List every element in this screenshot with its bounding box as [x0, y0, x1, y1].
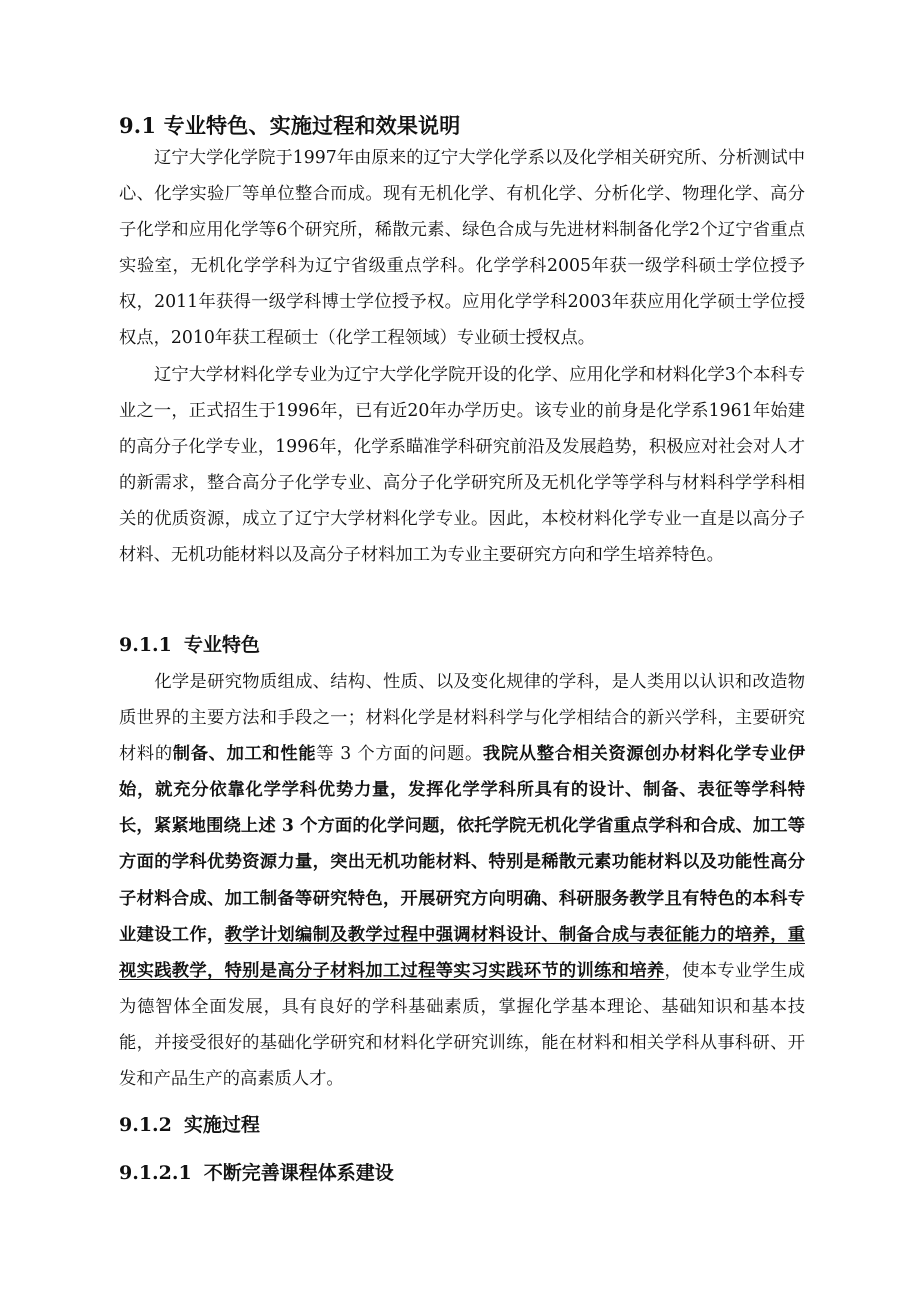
subsection-heading-9-1-2 [119, 1110, 260, 1137]
subsection-title: 专业特色 [183, 634, 260, 656]
subsection-title: 实施过程 [183, 1114, 260, 1136]
subsection-title: 不断完善课程体系建设 [203, 1162, 394, 1184]
subsection-number: 9.1.2 [119, 1114, 172, 1136]
intro-paragraph-2: 辽宁大学材料化学专业为辽宁大学化学院开设的化学、应用化学和材料化学3个本科专业之一，正式招生于1996年，已有近20年办学历史。该专业的前身是化学系1961年始建的高分子化学专业，1996年，化学系瞄准学科研究前沿及发展趋势，积极应对社会对人才的新需求，整合高分子化学专业、高分子化学研究所及无机化学等学科与材料科学学科相关的优质资源，成立了辽宁大学材料化学专业。因此，本校材料化学专业一直是以高分子材料、无机功能材料以及高分子材料加工为专业主要研究方向和学生培养特色。 [119, 365, 805, 566]
subsection-heading-9-1-2-1 [119, 1158, 394, 1185]
intro-paragraph-1: 辽宁大学化学院于1997年由原来的辽宁大学化学系以及化学相关研究所、分析测试中心、化学实验厂等单位整合而成。现有无机化学、有机化学、分析化学、物理化学、高分子化学和应用化学等6个研究所，稀散元素、绿色合成与先进材料制备化学2个辽宁省重点实验室，无机化学学科为辽宁省级重点学科。化学学科2005年获一级学科硕士学位授予权，2011年获得一级学科博士学位授予权。应用化学学科2003年获应用化学硕士学位授权点，2010年获工程硕士（化学工程领域）专业硕士授权点。 [119, 148, 805, 349]
subsection-number: 9.1.2.1 [119, 1162, 192, 1184]
subsection-number: 9.1.1 [119, 634, 172, 656]
section-heading: 9.1 专业特色、实施过程和效果说明 [119, 113, 461, 138]
subsection-heading-9-1-1 [119, 630, 260, 657]
feature-paragraph: 化学是研究物质组成、结构、性质、以及变化规律的学科，是人类用以认识和改造物质世界的主要方法和手段之一；材料化学是材料科学与化学相结合的新兴学科，主要研究材料的制备、加工和性能等 3 个方面的问题。我院从整合相关资源创办材料化学专业伊始，就充分依靠化学学科优势力量，发挥化学学科所具有的设计、制备、表征等学科特长，紧紧地围绕上述 3 个方面的化学问题，依托学院无机化学省重点学科和合成、加工等方面的学科优势资源力量，突出无机功能材料、特别是稀散元素功能材料以及功能性高分子材料合成、加工制备等研究特色，开展研究方向明确、科研服务教学且有特色的本科专业建设工作，教学计划编制及教学过程中强调材料设计、制备合成与表征能力的培养，重视实践教学，特别是高分子材料加工过程等实习实践环节的训练和培养，使本专业学生成为德智体全面发展，具有良好的学科基础素质，掌握化学基本理论、基础知识和基本技能，并接受很好的基础化学研究和材料化学研究训练，能在材料和相关学科从事科研、开发和产品生产的高素质人才。 [119, 672, 805, 1090]
